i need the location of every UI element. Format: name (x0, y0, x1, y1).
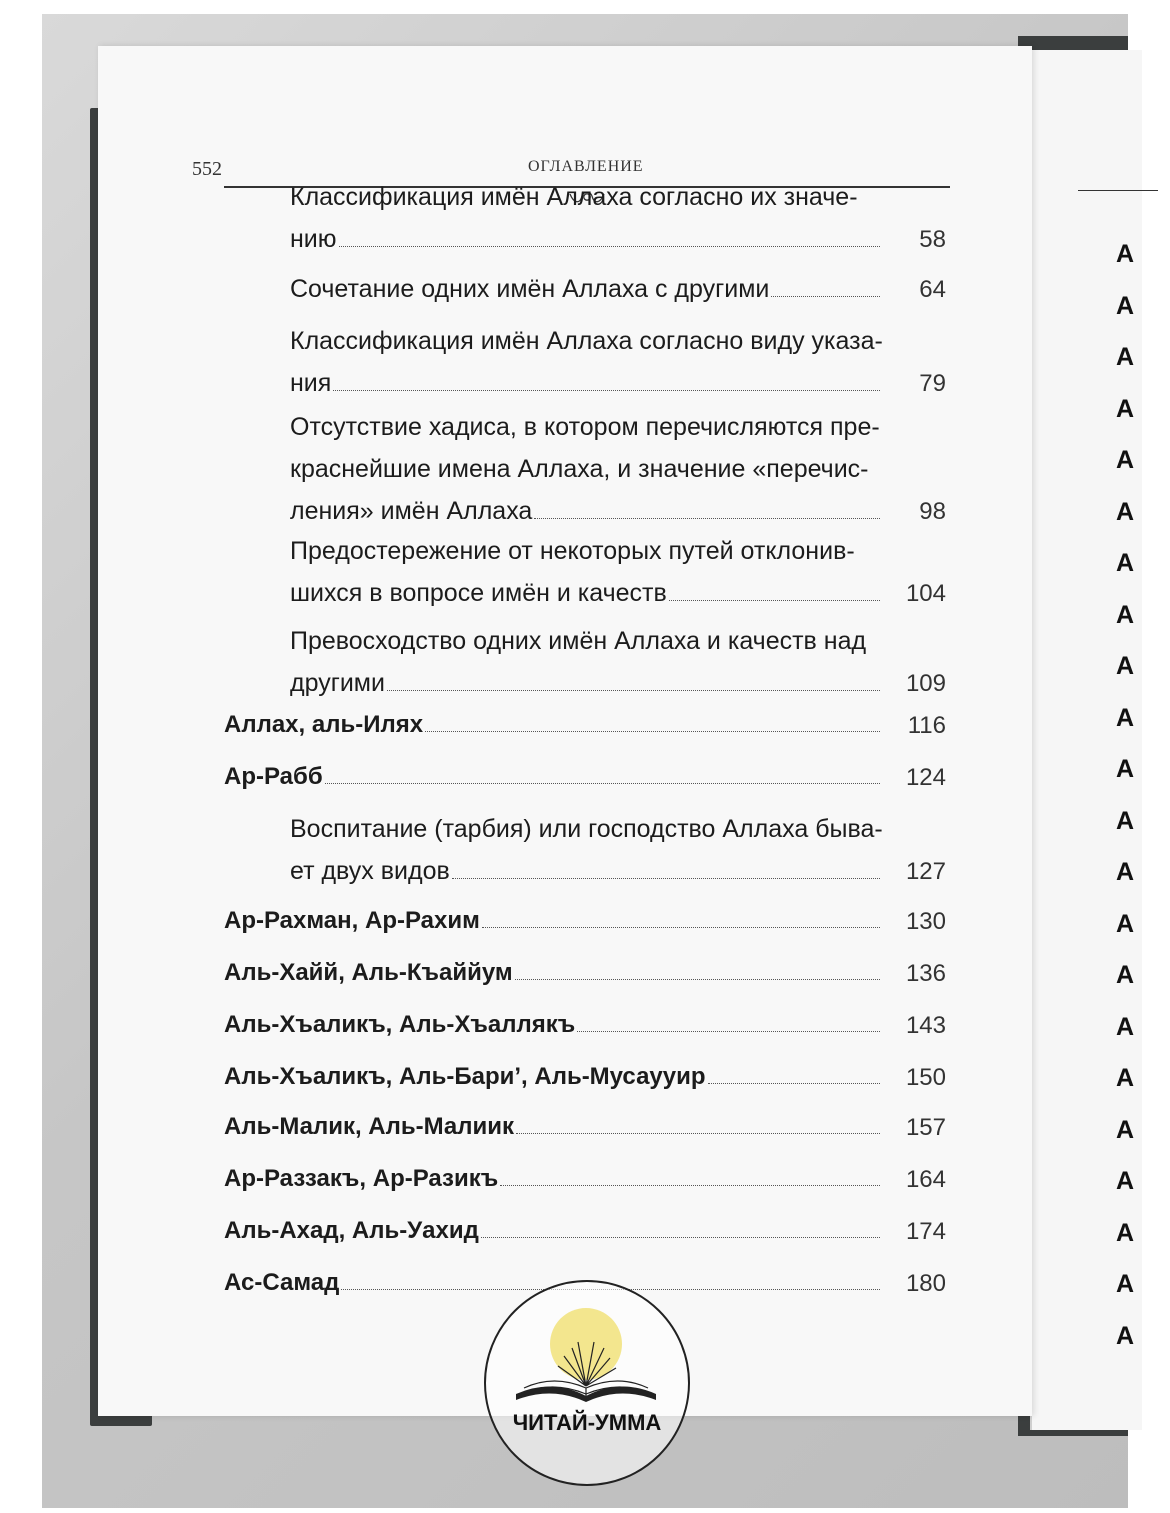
dot-leader (425, 730, 880, 732)
facing-page-letter: А (1116, 858, 1135, 886)
toc-entry-line: Превосходство одних имён Аллаха и качеств над (290, 627, 867, 655)
toc-entry-line: Ар-Рабб (224, 763, 323, 790)
toc-entry-line: Воспитание (тарбия) или господство Аллаха быва- (290, 815, 883, 843)
toc-page-number: 109 (905, 670, 946, 697)
toc-section[interactable] (290, 320, 946, 404)
toc-entry-line: ния (290, 369, 332, 397)
toc-entry-line: шихся в вопросе имён и качеств (290, 579, 667, 607)
book-page (98, 46, 1032, 1416)
dot-leader (482, 926, 880, 928)
facing-page-letter: А (1116, 961, 1135, 989)
toc-entry-line: Отсутствие хадиса, в котором перечисляются пре- (290, 413, 880, 441)
toc-section[interactable] (290, 530, 946, 614)
toc-section[interactable] (290, 808, 946, 892)
dot-leader (339, 245, 880, 247)
toc-entry-line: Классификация имён Аллаха согласно виду указа- (290, 327, 883, 355)
dot-leader (669, 599, 880, 601)
toc-entry-line: Предостережение от некоторых путей отклонив- (290, 537, 855, 565)
toc-entry-line: краснейшие имена Аллаха, и значение «перечис- (290, 455, 869, 483)
facing-page-letter: А (1116, 394, 1135, 423)
facing-page-rule (1078, 190, 1158, 191)
toc-page-number: 150 (905, 1064, 946, 1091)
toc-entry-title (224, 1004, 886, 1046)
facing-page-letter: А (1116, 1012, 1135, 1041)
toc-page-number: 157 (905, 1114, 946, 1141)
facing-page-letter: А (1116, 652, 1135, 680)
toc-section[interactable] (290, 176, 946, 260)
toc-section[interactable] (290, 406, 946, 532)
toc-page-number: 164 (905, 1166, 946, 1193)
facing-page-letter: А (1116, 909, 1135, 938)
dot-leader (708, 1082, 880, 1084)
facing-page-letter: А (1116, 1321, 1135, 1350)
dot-leader (516, 1132, 880, 1134)
page-number: 552 (192, 158, 222, 180)
toc-chapter[interactable] (224, 952, 946, 994)
toc-entry-title (290, 620, 886, 704)
toc-chapter[interactable] (224, 1004, 946, 1046)
open-book-icon (486, 1282, 688, 1484)
toc-entry-line: Аль-Хайй, Аль-Къаййум (224, 959, 513, 986)
toc-entry-title (224, 1056, 886, 1098)
toc-page-number: 180 (905, 1270, 946, 1297)
toc-entry-line: Аль-Хъаликъ, Аль-Хъаллякъ (224, 1011, 576, 1038)
toc-chapter[interactable] (224, 1056, 946, 1098)
dot-leader (325, 782, 880, 784)
toc-page-number: 124 (905, 764, 946, 791)
toc-entry-line: ления» имён Аллаха (290, 497, 533, 525)
facing-page-letter: А (1116, 806, 1135, 835)
facing-page-letter: А (1116, 1064, 1135, 1092)
toc-chapter[interactable] (224, 1210, 946, 1252)
toc-section[interactable] (290, 620, 946, 704)
toc-entry-line: Аль-Малик, Аль-Малиик (224, 1113, 515, 1140)
facing-page-letter: А (1116, 755, 1135, 783)
facing-page-letter: А (1116, 549, 1135, 577)
toc-entry-title (290, 406, 886, 532)
toc-chapter[interactable] (224, 900, 946, 942)
toc-entry-title (224, 1210, 886, 1252)
toc-chapter[interactable] (224, 704, 946, 746)
toc-entry-line: Сочетание одних имён Аллаха с другими (290, 275, 770, 303)
toc-entry-title (224, 704, 886, 746)
toc-entry-line: нию (290, 225, 337, 253)
toc-entry-line: Ар-Рахман, Ар-Рахим (224, 907, 480, 934)
toc-page-number: 104 (905, 580, 946, 607)
facing-page-letter: А (1116, 1167, 1135, 1195)
dot-leader (500, 1184, 880, 1186)
toc-entry-title (224, 952, 886, 994)
facing-page-letter: А (1116, 1218, 1135, 1247)
toc-entry-line: другими (290, 669, 385, 697)
facing-page-letter: А (1116, 291, 1135, 320)
toc-entry-title (290, 176, 886, 260)
stamp-label: ЧИТАЙ-УММА (512, 1410, 662, 1435)
facing-page-letter: А (1116, 497, 1135, 526)
watermark-stamp (484, 1280, 690, 1486)
dot-leader (577, 1030, 880, 1032)
table-of-contents (98, 46, 1032, 1416)
toc-page-number: 130 (905, 908, 946, 935)
dot-leader (534, 517, 880, 519)
toc-entry-title (290, 808, 886, 892)
toc-entry-title (224, 1158, 886, 1200)
facing-page-letter: А (1116, 703, 1135, 732)
toc-entry-line: Классификация имён Аллаха согласно их значе- (290, 183, 858, 211)
toc-chapter[interactable] (224, 1158, 946, 1200)
facing-page-letter: А (1116, 240, 1135, 268)
toc-entry-line: Аль-Хъаликъ, Аль-Бари’, Аль-Мусаууир (224, 1063, 706, 1090)
facing-page-letter: А (1116, 1270, 1135, 1298)
facing-page (1030, 50, 1142, 1430)
facing-page-letter: А (1116, 446, 1135, 474)
toc-page-number: 64 (919, 276, 946, 303)
toc-entry-title (290, 268, 886, 310)
facing-page-letter: А (1116, 600, 1135, 629)
dot-leader (387, 689, 880, 691)
toc-entry-title (290, 320, 886, 404)
dot-leader (515, 978, 880, 980)
toc-section[interactable] (290, 268, 946, 310)
dot-leader (481, 1236, 880, 1238)
toc-entry-line: Ас-Самад (224, 1269, 340, 1296)
toc-entry-title (224, 900, 886, 942)
running-title: ОГЛАВЛЕНИЕ (528, 158, 644, 175)
toc-page-number: 98 (919, 498, 946, 525)
toc-page-number: 116 (907, 712, 946, 739)
dot-leader (771, 295, 880, 297)
dot-leader (333, 389, 880, 391)
dot-leader (452, 877, 880, 879)
toc-entry-title (224, 1106, 886, 1148)
toc-entry-title (290, 530, 886, 614)
facing-page-letter: А (1116, 1115, 1135, 1144)
toc-page-number: 127 (905, 858, 946, 885)
toc-entry-line: Ар-Раззакъ, Ар-Разикъ (224, 1165, 499, 1192)
toc-chapter[interactable] (224, 756, 946, 798)
facing-page-letter: А (1116, 343, 1135, 371)
toc-chapter[interactable] (224, 1106, 946, 1148)
toc-page-number: 79 (919, 370, 946, 397)
toc-entry-line: ет двух видов (290, 857, 450, 885)
toc-entry-title (224, 756, 886, 798)
toc-page-number: 174 (905, 1218, 946, 1245)
toc-page-number: 58 (919, 226, 946, 253)
toc-page-number: 143 (905, 1012, 946, 1039)
toc-page-number: 136 (905, 960, 946, 987)
toc-entry-line: Аллах, аль-Илях (224, 711, 424, 738)
toc-entry-line: Аль-Ахад, Аль-Уахид (224, 1217, 479, 1244)
